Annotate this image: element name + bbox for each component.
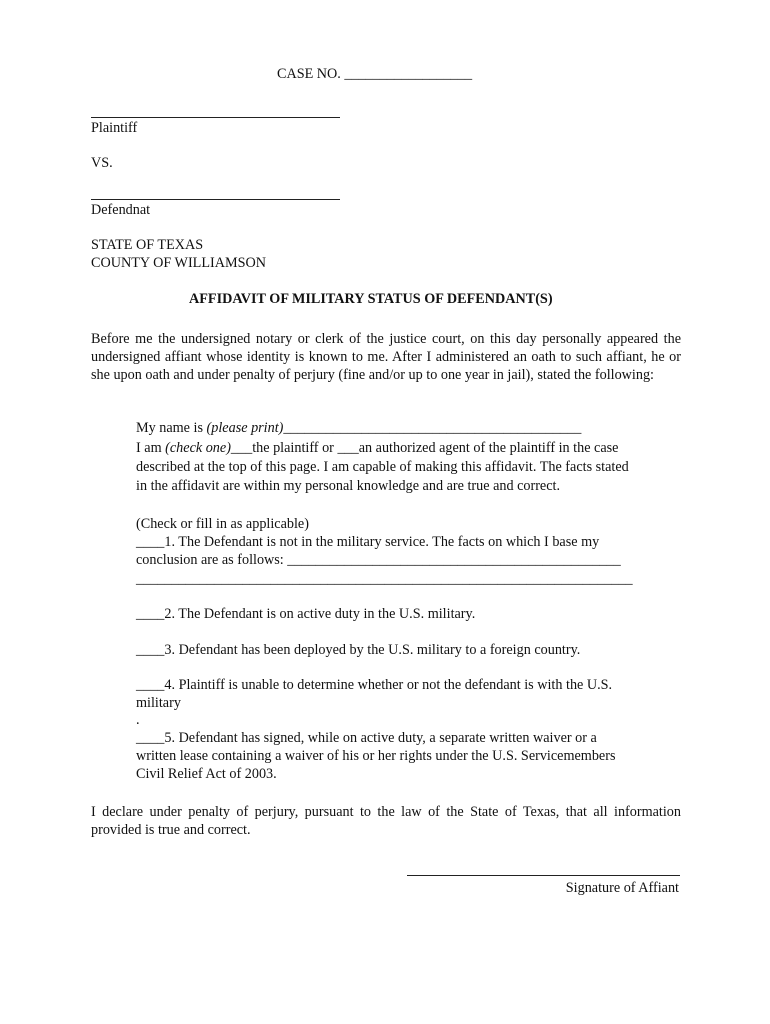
- option-2-checkbox[interactable]: ____2. The Defendant is on active duty in the U.S. military.: [136, 606, 476, 622]
- option-4-line-2: military: [136, 695, 181, 711]
- state-label: STATE OF TEXAS: [91, 237, 204, 253]
- signature-label: Signature of Affiant: [565, 880, 679, 896]
- iam-role-options[interactable]: ___the plaintiff or ___an authorized agent of the plaintiff in the case: [230, 440, 619, 456]
- statement-line-3: described at the top of this page. I am capable of making this affidavit. The facts stated: [136, 459, 629, 475]
- declaration-paragraph: I declare under penalty of perjury, pursuant to the law of the State of Texas, that all information provided is true and correct.: [91, 804, 681, 838]
- affiant-name-line[interactable]: [136, 419, 581, 437]
- statement-line-4: in the affidavit are within my personal knowledge and are true and correct.: [136, 478, 561, 494]
- option-5-checkbox[interactable]: ____5. Defendant has signed, while on active duty, a separate written waiver or a: [136, 730, 597, 746]
- affiant-signature-line[interactable]: [407, 875, 680, 876]
- option-1-facts-field-2[interactable]: ______________________________________________________________________: [136, 571, 633, 587]
- case-number-field[interactable]: CASE NO. __________________: [277, 66, 473, 82]
- county-label: COUNTY OF WILLIAMSON: [91, 255, 266, 271]
- document-title: AFFIDAVIT OF MILITARY STATUS OF DEFENDANT(S): [189, 291, 553, 307]
- affiant-role-line[interactable]: [136, 439, 618, 457]
- iam-prefix: I am: [136, 440, 166, 456]
- option-3-checkbox[interactable]: ____3. Defendant has been deployed by the U.S. military to a foreign country.: [136, 642, 581, 658]
- options-intro: (Check or fill in as applicable): [136, 516, 309, 532]
- name-prefix: My name is: [136, 420, 207, 436]
- option-5-line-3: Civil Relief Act of 2003.: [136, 766, 277, 782]
- name-blank[interactable]: __________________________________________: [283, 420, 582, 436]
- defendant-signature-line[interactable]: [91, 199, 340, 200]
- option-5-line-2: written lease containing a waiver of his or her rights under the U.S. Servicemembers: [136, 748, 616, 764]
- intro-paragraph: Before me the undersigned notary or clerk of the justice court, on this day personally appeared the undersigned affiant whose identity is known to me. After I administered an oath to such affiant, he or she upon oath and under penalty of perjury (fine and/or up to one year in jail), stated the following:: [91, 331, 681, 383]
- option-4-checkbox[interactable]: ____4. Plaintiff is unable to determine whether or not the defendant is with the U.S.: [136, 677, 613, 693]
- plaintiff-label: Plaintiff: [91, 120, 138, 136]
- name-hint: (please print): [206, 420, 284, 436]
- option-1-facts-field[interactable]: conclusion are as follows: _______________________________________________: [136, 552, 621, 568]
- iam-hint: (check one): [165, 440, 231, 456]
- defendant-label: Defendnat: [91, 202, 151, 218]
- option-4-dot: .: [136, 712, 140, 728]
- plaintiff-signature-line[interactable]: [91, 117, 340, 118]
- option-1-checkbox[interactable]: ____1. The Defendant is not in the military service. The facts on which I base my: [136, 534, 600, 550]
- vs-label: VS.: [91, 155, 113, 171]
